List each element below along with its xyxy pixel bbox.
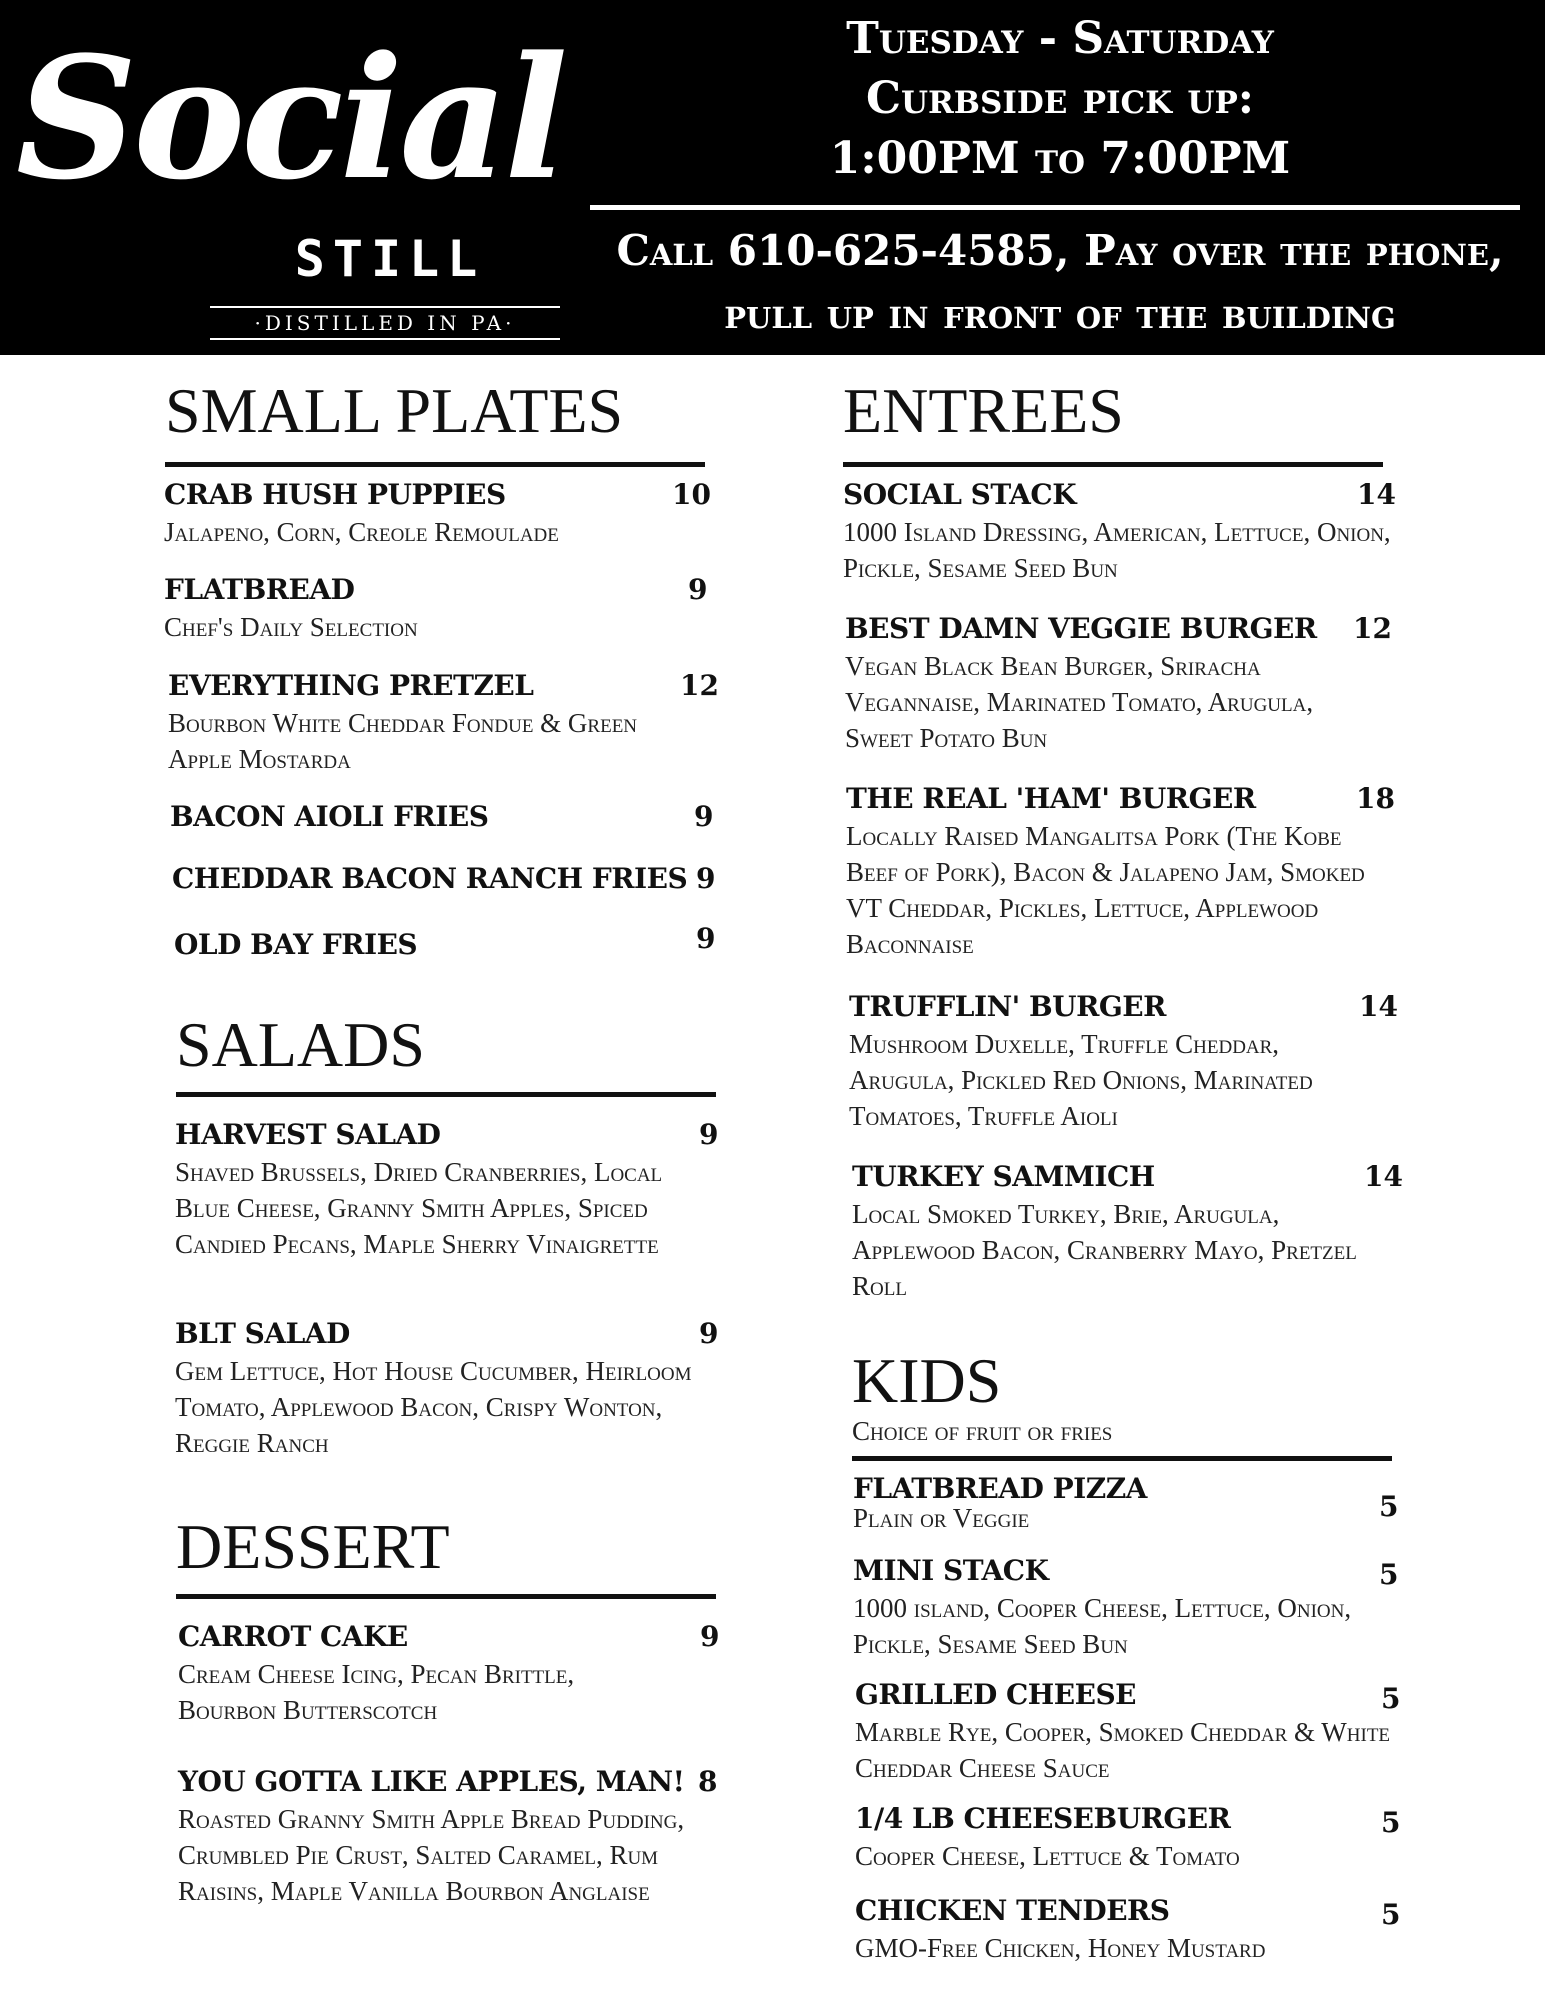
menu-item	[170, 800, 714, 834]
logo-still-text: STILL	[294, 230, 486, 288]
section-title: SALADS	[176, 1009, 425, 1080]
item-price: 12	[680, 669, 719, 702]
item-description: Local Smoked Turkey, Brie, Arugula, Applewood Bacon, Cranberry Mayo, Pretzel Roll	[852, 1199, 1357, 1301]
section-salads	[176, 1010, 716, 1097]
item-description: Plain or Veggie	[853, 1503, 1030, 1533]
item-name: CHICKEN TENDERS	[855, 1894, 1170, 1927]
menu-item	[178, 1765, 718, 1909]
item-name: THE REAL 'HAM' BURGER	[846, 782, 1256, 815]
item-name: HARVEST SALAD	[175, 1118, 441, 1151]
item-name: GRILLED CHEESE	[855, 1678, 1137, 1711]
item-price: 14	[1357, 478, 1396, 511]
section-kids	[852, 1346, 1392, 1461]
item-name: FLATBREAD PIZZA	[853, 1472, 1147, 1505]
section-title: DESSERT	[176, 1511, 450, 1582]
section-rule	[176, 1092, 716, 1097]
menu-item	[168, 669, 719, 777]
item-description: Gem Lettuce, Hot House Cucumber, Heirloom Tomato, Applewood Bacon, Crispy Wonton, Reggie Ranch	[175, 1356, 692, 1458]
item-price: 9	[696, 862, 716, 895]
logo-tagline: ·DISTILLED IN PA·	[210, 306, 560, 340]
section-title: KIDS	[852, 1345, 1002, 1416]
section-dessert	[176, 1512, 716, 1599]
item-price: 5	[1381, 1898, 1401, 1931]
section-rule	[843, 462, 1383, 467]
item-description: Shaved Brussels, Dried Cranberries, Local Blue Cheese, Granny Smith Apples, Spiced Candied Pecans, Maple Sherry Vinaigrette	[175, 1157, 663, 1259]
section-title: SMALL PLATES	[165, 375, 624, 446]
item-description: 1000 island, Cooper Cheese, Lettuce, Onion, Pickle, Sesame Seed Bun	[853, 1593, 1352, 1659]
menu-header	[0, 0, 1545, 355]
item-name: 1/4 LB CHEESEBURGER	[855, 1802, 1231, 1835]
open-days: Tuesday - Saturday	[846, 13, 1274, 64]
item-name: EVERYTHING PRETZEL	[168, 669, 534, 702]
item-name: TRUFFLIN' BURGER	[849, 990, 1166, 1023]
item-description: Marble Rye, Cooper, Smoked Cheddar & White Cheddar Cheese Sauce	[855, 1717, 1391, 1783]
item-description: Cooper Cheese, Lettuce & Tomato	[855, 1841, 1240, 1871]
section-rule	[165, 462, 705, 467]
item-name: SOCIAL STACK	[843, 478, 1077, 511]
menu-item	[164, 478, 711, 550]
curbside-label: Curbside pick up:	[865, 73, 1255, 124]
item-description: GMO-Free Chicken, Honey Mustard	[855, 1933, 1266, 1963]
item-name: BEST DAMN VEGGIE BURGER	[845, 612, 1317, 645]
call-instructions: Call 610-625-4585, Pay over the phone,	[616, 226, 1504, 275]
section-rule	[176, 1594, 716, 1599]
item-name: FLATBREAD	[164, 573, 355, 606]
kids-side-note: Choice of fruit or fries	[852, 1416, 1113, 1446]
item-name: MINI STACK	[853, 1554, 1049, 1587]
menu-item	[853, 1554, 1398, 1662]
item-price: 5	[1379, 1558, 1399, 1591]
section-rule	[852, 1456, 1392, 1461]
item-price: 9	[699, 1118, 719, 1151]
item-description: Locally Raised Mangalitsa Pork (The Kobe Beef of Pork), Bacon & Jalapeno Jam, Smoked VT Cheddar, Pickles, Lettuce, Applewood Baconnaise	[846, 821, 1365, 959]
item-description: Cream Cheese Icing, Pecan Brittle, Bourbon Butterscotch	[178, 1659, 575, 1725]
item-price: 9	[688, 573, 708, 606]
menu-item	[845, 612, 1400, 756]
section-entrees	[843, 376, 1383, 467]
item-price: 5	[1381, 1682, 1401, 1715]
menu-item	[855, 1678, 1400, 1786]
item-name: BLT SALAD	[175, 1317, 350, 1350]
item-price: 14	[1364, 1160, 1403, 1193]
item-name: CRAB HUSH PUPPIES	[164, 478, 506, 511]
pickup-instructions: pull up in front of the building	[724, 289, 1396, 338]
menu-item	[855, 1802, 1400, 1874]
item-price: 5	[1381, 1806, 1401, 1839]
item-price: 9	[694, 800, 714, 833]
menu-item	[849, 990, 1399, 1134]
menu-item	[164, 573, 708, 645]
item-description: Bourbon White Cheddar Fondue & Green Apple Mostarda	[168, 708, 638, 774]
menu-item	[846, 782, 1401, 962]
item-description: Jalapeno, Corn, Creole Remoulade	[164, 517, 559, 547]
header-divider	[590, 205, 1520, 210]
item-description: Vegan Black Bean Burger, Sriracha Vegannaise, Marinated Tomato, Arugula, Sweet Potato Bun	[845, 651, 1314, 753]
item-price: 9	[696, 922, 716, 955]
item-price: 8	[698, 1765, 718, 1798]
item-price: 5	[1379, 1490, 1399, 1523]
item-price: 9	[699, 1317, 719, 1350]
item-price: 18	[1356, 782, 1395, 815]
item-name: YOU GOTTA LIKE APPLES, MAN!	[178, 1765, 685, 1798]
section-small-plates	[165, 376, 705, 467]
item-name: TURKEY SAMMICH	[852, 1160, 1155, 1193]
menu-item	[172, 862, 716, 896]
section-title: ENTREES	[843, 375, 1124, 446]
menu-item	[843, 478, 1403, 586]
item-price: 14	[1359, 990, 1398, 1023]
item-name: OLD BAY FRIES	[174, 928, 418, 961]
logo-script-text: Social	[15, 19, 565, 217]
item-name: CHEDDAR BACON RANCH FRIES	[172, 862, 688, 895]
menu-item	[853, 1472, 1398, 1536]
menu-item	[175, 1118, 719, 1262]
menu-item	[855, 1894, 1400, 1966]
item-description: Mushroom Duxelle, Truffle Cheddar, Arugula, Pickled Red Onions, Marinated Tomatoes, Truffle Aioli	[849, 1029, 1313, 1131]
item-price: 9	[700, 1620, 720, 1653]
item-description: 1000 Island Dressing, American, Lettuce, Onion, Pickle, Sesame Seed Bun	[843, 517, 1391, 583]
item-price: 12	[1353, 612, 1392, 645]
menu-item	[175, 1317, 719, 1461]
item-price: 10	[672, 478, 711, 511]
item-description: Roasted Granny Smith Apple Bread Pudding, Crumbled Pie Crust, Salted Caramel, Rum Raisins, Maple Vanilla Bourbon Anglaise	[178, 1804, 685, 1906]
menu-item	[174, 922, 716, 962]
item-name: BACON AIOLI FRIES	[170, 800, 489, 833]
pickup-hours: 1:00PM to 7:00PM	[829, 133, 1291, 184]
menu-item	[178, 1620, 718, 1728]
item-name: CARROT CAKE	[178, 1620, 408, 1653]
item-description: Chef's Daily Selection	[164, 612, 418, 642]
social-still-logo	[10, 18, 570, 338]
menu-item	[852, 1160, 1402, 1304]
